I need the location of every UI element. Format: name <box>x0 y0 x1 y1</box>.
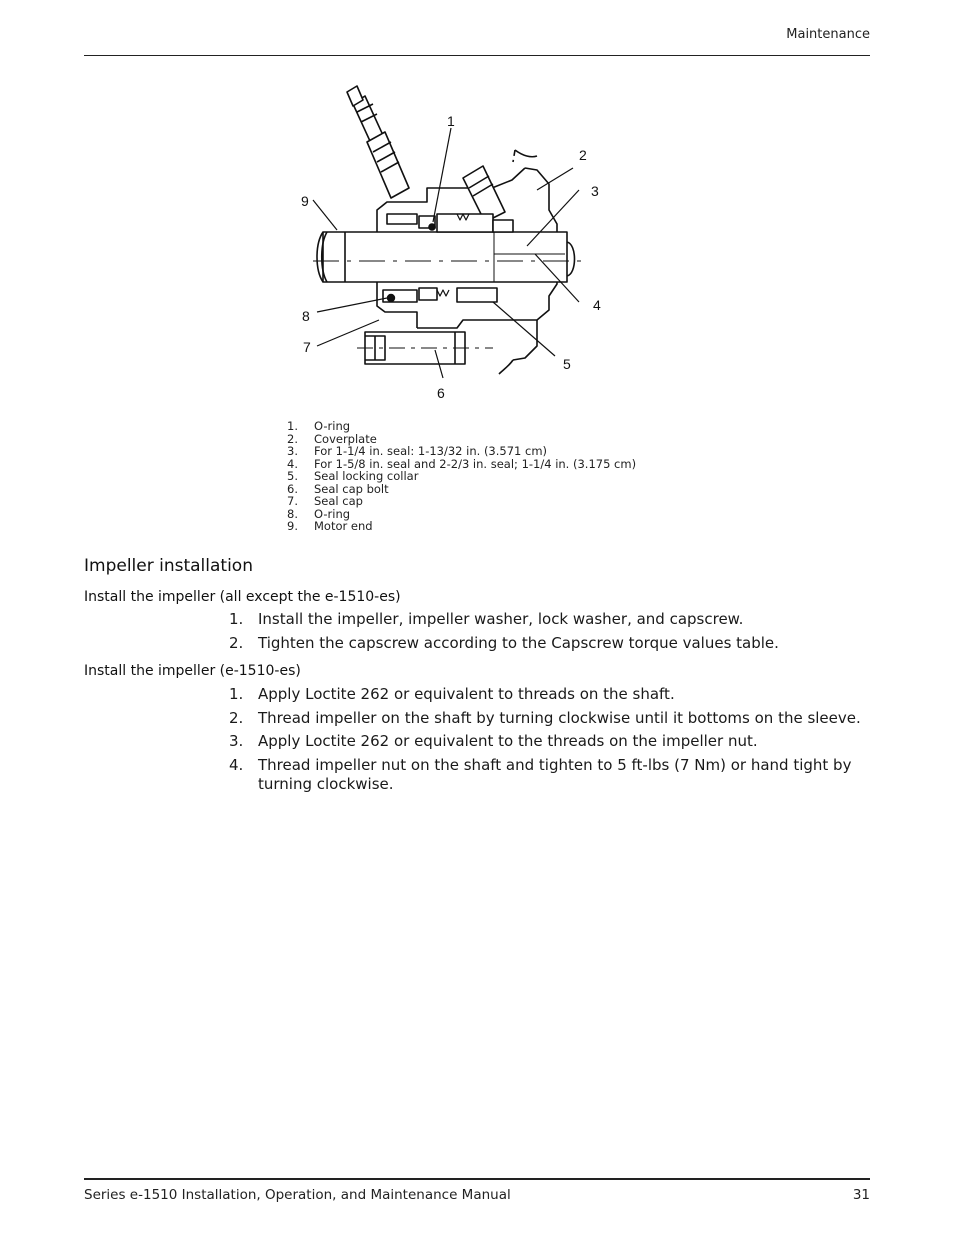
footer-rule <box>84 1178 870 1180</box>
callout-6: 6 <box>437 385 445 401</box>
subsection-title-1: Install the impeller (all except the e-1510-es) <box>84 589 401 605</box>
subsection-title-2: Install the impeller (e-1510-es) <box>84 663 301 679</box>
callout-4: 4 <box>593 297 601 313</box>
seal-assembly-drawing <box>287 84 609 410</box>
legend-item: 7. Seal cap <box>287 494 363 508</box>
legend-item: 2. Coverplate <box>287 431 377 446</box>
legend-item: 1. O-ring <box>287 419 351 433</box>
step-item: 4. Thread impeller nut on the shaft and tighten to 5 ft-lbs (7 Nm) or hand tight by turning clockwise. <box>229 755 852 793</box>
callout-2: 2 <box>579 147 587 163</box>
legend-item: 9. Motor end <box>287 519 373 533</box>
step-item: 2. Thread impeller on the shaft by turning clockwise until it bottoms on the sleeve. <box>229 708 861 727</box>
legend-item: 5. Seal locking collar <box>287 469 419 483</box>
seal-assembly-figure <box>287 84 609 410</box>
legend-item: 4. For 1-5/8 in. seal and 2-2/3 in. seal; 1-1/4 in. (3.175 cm) <box>287 456 637 471</box>
callout-7: 7 <box>303 339 311 355</box>
header-rule <box>84 55 870 56</box>
steps-list-2 <box>229 685 871 799</box>
callout-3: 3 <box>591 183 599 199</box>
step-item: 1. Install the impeller, impeller washer, lock washer, and capscrew. <box>229 610 744 628</box>
figure-legend <box>287 420 636 533</box>
callout-5: 5 <box>563 356 571 372</box>
callout-1: 1 <box>447 113 455 129</box>
step-item: 2. Tighten the capscrew according to the Capscrew torque values table. <box>229 633 779 652</box>
legend-item: 6. Seal cap bolt <box>287 481 389 496</box>
page-number: 31 <box>852 1187 870 1203</box>
step-item: 1. Apply Loctite 262 or equivalent to threads on the shaft. <box>229 685 675 703</box>
callout-8: 8 <box>302 308 310 324</box>
legend-item: 8. O-ring <box>287 506 351 521</box>
steps-list-1 <box>229 610 871 657</box>
callout-9: 9 <box>301 193 309 209</box>
legend-item: 3. For 1-1/4 in. seal: 1-13/32 in. (3.571 cm) <box>287 444 548 458</box>
section-title: Impeller installation <box>84 556 253 576</box>
footer-manual-title: Series e-1510 Installation, Operation, and Maintenance Manual <box>84 1187 511 1203</box>
step-item: 3. Apply Loctite 262 or equivalent to the threads on the impeller nut. <box>229 732 758 750</box>
running-header: Maintenance <box>786 27 870 42</box>
